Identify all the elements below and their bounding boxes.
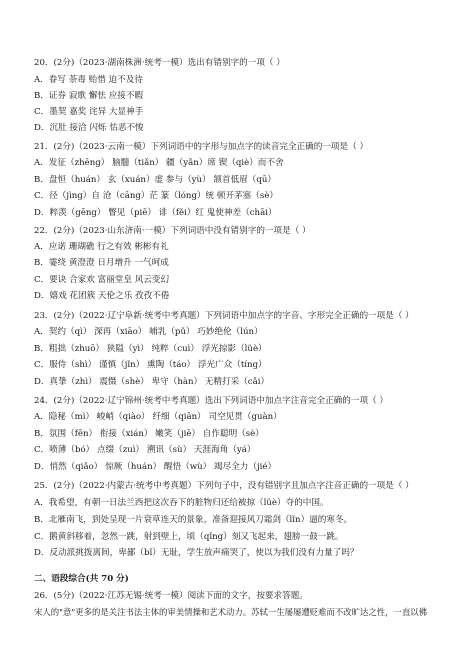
option-line: B．氛围（fēn） 衔接（xián） 嫩笑（jiē） 自作聪明（sè）	[34, 429, 264, 439]
option-line: C．要诀 合家欢 富丽堂皇 风云变幻	[34, 275, 170, 285]
option-line: D．沉肚 接洽 闪烁 怙恶不悛	[34, 123, 144, 133]
option-line: D．粹羡（gēng） 瞥见（piē） 诽（fěi）红 鬼使神差（chāi）	[34, 208, 277, 218]
option-line: D．嬉戏 花团簇 天伦之乐 孜孜不倦	[34, 291, 170, 301]
option-line: C．径（jìng）自 沧（cāng）茫 篆（lóng）统 顿开茅塞（sè）	[34, 191, 278, 201]
option-line: A．应诺 珊瑚礁 行之有效 彬彬有礼	[34, 242, 169, 252]
option-line: B．粗拙（zhuō） 狭隘（yì） 纯粹（cuì） 浮光掠影（lüè）	[34, 344, 267, 354]
option-line: B．霎绕 黄澄澄 日月增升 一气呵成	[34, 258, 169, 268]
option-line: C．喷薄（bó） 点缀（zuì） 溯讯（sù） 天涯海角（yá）	[34, 445, 256, 455]
question-line: 26．(5分)（2022·江苏无锡·统考一模）阅读下面的文字，按要求答题。	[34, 591, 308, 601]
question-line: 20．(2分)（2023·湖南株洲·统考一模）选出有错别字的一项（ ）	[34, 58, 285, 68]
option-line: A．隐秘（mì） 峻峭（qiào） 纤细（qiān） 司空见贯（guàn）	[34, 412, 282, 422]
option-line: A．发征（zhēng） 脑髓（tiǎn） 疆（yǎn）席 锲（qiè）而不舍	[34, 158, 284, 168]
question-line: 23．(2分)（2022·辽宁阜新·统考中考真题）下列词语中加点字的字音、字形完全正确的一项是（ ）	[34, 311, 414, 321]
question-line: 24．(2分)（2022·辽宁锦州·统考中考真题）选出下列词语中加点字注音完全正确的一项（ ）	[34, 396, 388, 406]
option-line: A．契约（qì） 深再（xiāo） 哺乳（pǔ） 巧妙绝伦（lún）	[34, 327, 263, 337]
question-line: 25．(2分)（2022·内蒙古·统考中考真题）下列句子中，没有错别字且加点字注音正确的一项是（ ）	[34, 481, 414, 491]
option-line: D．悄然（qiǎo） 惊厥（huán） 醒悟（wù） 竭尽全力（jié）	[34, 462, 277, 472]
passage-text: 宋人的"意"更多的是关注书法主体的审美情操和艺术动力。苏轼一生屡屡遭贬难而不改旷达之性，一直以佛	[34, 607, 427, 617]
option-line: B．证券 寂歌 懈怯 应接不暇	[34, 91, 144, 101]
option-line: C．墨契 嘉奖 诧异 大显神手	[34, 107, 144, 117]
option-line: A．我希望，有朝一日法兰西把这次吞下的脏物归还给被掠（lüè）夺的中国。	[34, 498, 329, 508]
option-line: D．反动派挑拨离间，卑鄙（bǐ）无耻，学生放声痛哭了，使以为我们没有力量了吗？	[34, 548, 359, 558]
option-line: D．真挚（zhì） 震慑（shè） 卑守（hàn） 无精打采（cǎi）	[34, 377, 270, 387]
question-line: 22．(2分)（2023·山东济南·一模）下列词语中没有错别字的一项是（ ）	[34, 226, 311, 236]
question-line: 21．(2分)（2023·云南一模）下列词语中的字形与加点字的读音完全正确的一项是（ ）	[34, 142, 369, 152]
option-line: B．北雁南飞，到处呈现一片衰草连天的景象，准备迎接风刀霜剑（lǐn）逼的寒冬。	[34, 515, 353, 525]
option-line: C．鹅黄斜移着，忽然一跳，射到壁上，顷（qǐng）刻又飞起来，翅膀一鼓一跳。	[34, 532, 344, 542]
option-line: A．眷写 荼毒 贻惜 迫不及待	[34, 75, 143, 85]
section-heading: 二、语段综合(共 70 分)	[34, 574, 129, 584]
option-line: C．服侍（shì） 谨慎（jǐn） 熏陶（táo） 浮光广众（tíng）	[34, 360, 267, 370]
option-line: B．盘恒（huán） 玄（xuán）虚 参与（yù） 颔首低眉（qū）	[34, 175, 276, 185]
